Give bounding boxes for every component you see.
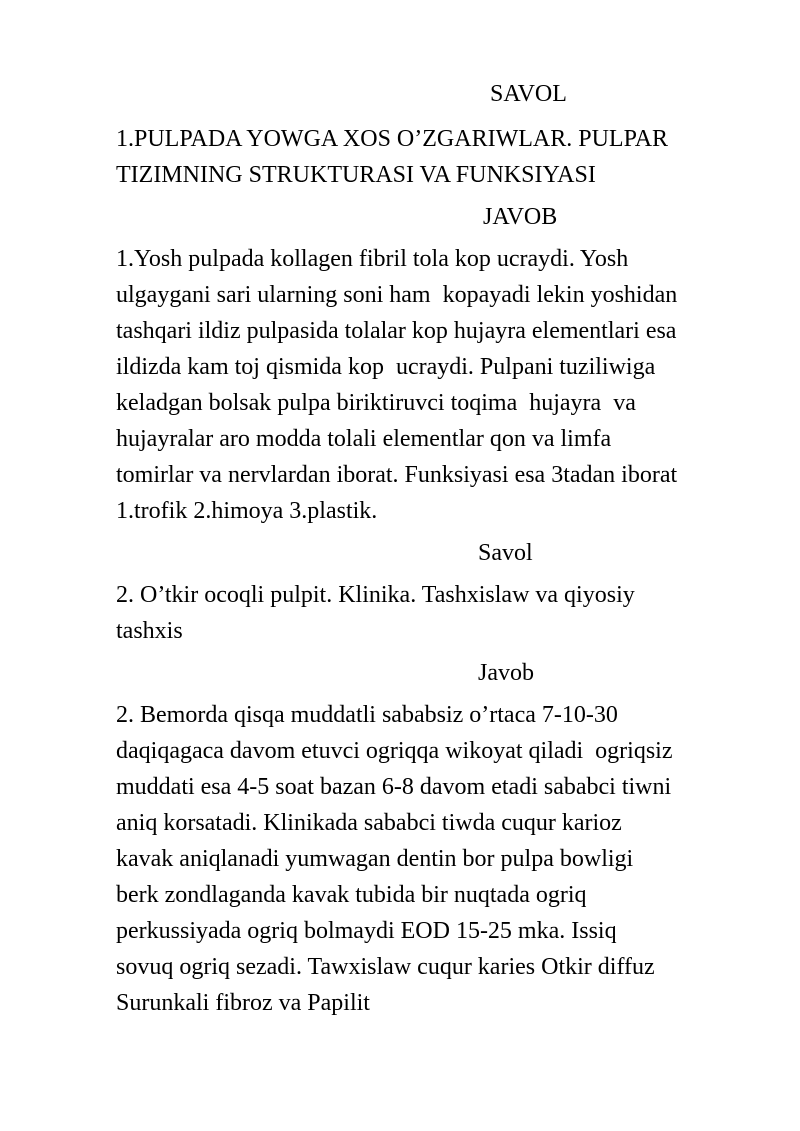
document-content (116, 76, 752, 1021)
question-1-line: TIZIMNING STRUKTURASI VA FUNKSIYASI (116, 162, 596, 188)
answer-1-line: ulgaygani sari ularning soni ham kopayadi lekin yoshidan (116, 282, 678, 308)
answer-2-line: 2. Bemorda qisqa muddatli sababsiz o’rtaca 7-10-30 (116, 702, 618, 728)
answer-1-line: keladgan bolsak pulpa biriktiruvci toqima hujayra va (116, 390, 636, 416)
answer-1-line: 1.trofik 2.himoya 3.plastik. (116, 498, 378, 524)
answer-1-line: ildizda kam toj qismida kop ucraydi. Pulpani tuziliwiga (116, 354, 656, 380)
answer-1-line: tashqari ildiz pulpasida tolalar kop hujayra elementlari esa (116, 318, 677, 344)
question-2-text (116, 577, 752, 649)
answer-2-line: aniq korsatadi. Klinikada sababci tiwda cuqur karioz (116, 810, 622, 836)
question-1-heading: SAVOL (490, 81, 567, 107)
answer-2-line: daqiqagaca davom etuvci ogriqqa wikoyat qiladi ogriqsiz (116, 738, 673, 764)
question-2-line: 2. O’tkir ocoqli pulpit. Klinika. Tashxislaw va qiyosiy (116, 582, 635, 608)
answer-2-text (116, 697, 752, 1021)
answer-1-line: tomirlar va nervlardan iborat. Funksiyasi esa 3tadan iborat (116, 462, 678, 488)
answer-1-text (116, 241, 752, 529)
answer-2-line: sovuq ogriq sezadi. Tawxislaw cuqur karies Otkir diffuz (116, 954, 655, 980)
answer-2-line: perkussiyada ogriq bolmaydi EOD 15-25 mka. Issiq (116, 918, 617, 944)
answer-2-line: muddati esa 4-5 soat bazan 6-8 davom etadi sababci tiwni (116, 774, 672, 800)
answer-1-line: hujayralar aro modda tolali elementlar qon va limfa (116, 426, 612, 452)
question-2-line: tashxis (116, 618, 183, 644)
answer-2-heading: Javob (478, 660, 534, 686)
answer-2-line: Surunkali fibroz va Papilit (116, 990, 370, 1016)
question-1-line: 1.PULPADA YOWGA XOS O’ZGARIWLAR. PULPAR (116, 126, 669, 152)
answer-2-line: kavak aniqlanadi yumwagan dentin bor pulpa bowligi (116, 846, 634, 872)
question-2-heading: Savol (478, 540, 533, 566)
answer-2-line: berk zondlaganda kavak tubida bir nuqtada ogriq (116, 882, 587, 908)
answer-1-heading: JAVOB (483, 204, 558, 230)
question-1-text (116, 121, 752, 193)
answer-1-line: 1.Yosh pulpada kollagen fibril tola kop ucraydi. Yosh (116, 246, 629, 272)
